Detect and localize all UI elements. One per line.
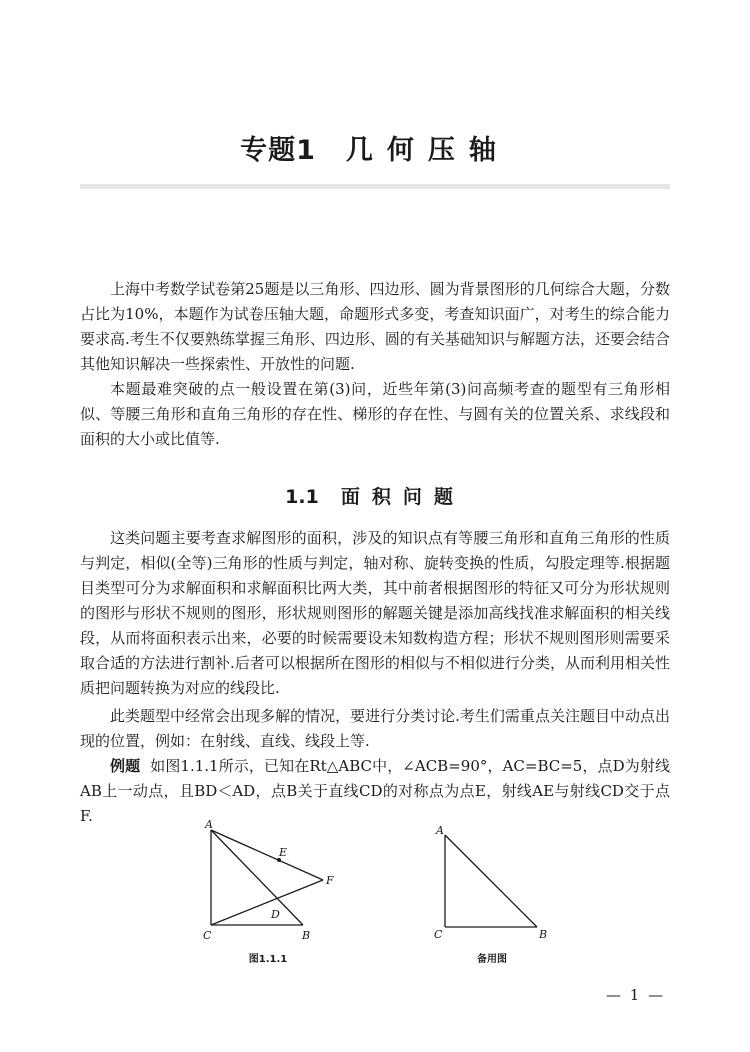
figure-1-caption: 图1.1.1 [248, 954, 288, 965]
label-c: C [434, 928, 443, 941]
spare-figure-diagram [428, 820, 558, 945]
segment-ab [211, 830, 303, 925]
ray-cd [211, 880, 323, 925]
figure-1-1-1-diagram [195, 815, 345, 945]
segment-ab [445, 835, 537, 927]
chapter-name: 几何压轴 [345, 135, 510, 166]
label-a: A [205, 818, 213, 831]
label-d: D [271, 908, 280, 921]
chapter-title [0, 128, 750, 167]
section-number: 1.1 [285, 486, 319, 508]
label-b: B [539, 928, 548, 941]
label-f: F [326, 874, 334, 887]
title-divider [80, 184, 670, 189]
section-name: 面积问题 [340, 486, 465, 508]
label-c: C [203, 929, 212, 942]
ray-ae [211, 830, 323, 880]
page-number: — 1 — [606, 986, 666, 1004]
label-a: A [436, 824, 444, 837]
spare-figure-caption: 备用图 [477, 954, 507, 965]
section-title [0, 482, 750, 509]
intro-paragraph-1: 上海中考数学试卷第25题是以三角形、四边形、圆为背景图形的几何综合大题，分数占比为10%，本题作为试卷压轴大题，命题形式多变，考查知识面广，对考生的综合能力要求高.考生不仅要熟练掌握三角形、四边形、圆的有关基础知识与解题方法，还要会结合其他知识解决一些探索性、开放性的问题. [80, 280, 670, 373]
intro-paragraph-2: 本题最难突破的点一般设置在第(3)问，近些年第(3)问高频考查的题型有三角形相似、等腰三角形和直角三角形的存在性、梯形的存在性、与圆有关的位置关系、求线段和面积的大小或比值等. [80, 380, 670, 448]
section-paragraph-2: 此类题型中经常会出现多解的情况，要进行分类讨论.考生们需重点关注题目中动点出现的位置，例如：在射线、直线、线段上等. [80, 707, 670, 750]
example-text: 如图1.1.1所示，已知在Rt△ABC中，∠ACB=90°，AC=BC=5，点D为射线AB上一动点，且BD＜AD，点B关于直线CD的对称点为点E，射线AE与射线CD交于点F. [80, 757, 670, 825]
label-b: B [302, 929, 311, 942]
example-label: 例题 [110, 757, 141, 775]
example-paragraph [80, 754, 670, 829]
section-paragraph-1: 这类问题主要考查求解图形的面积，涉及的知识点有等腰三角形和直角三角形的性质与判定，相似(全等)三角形的性质与判定，轴对称、旋转变换的性质，勾股定理等.根据题目类型可分为求解面积和求解面积比两大类，其中前者根据图形的特征又可分为形状规则的图形与形状不规则的图形，形状规则图形的解题关键是添加高线找准求解面积的相关线段，从而将面积表示出来，必要的时候需要设未知数构造方程；形状不规则图形则需要采取合适的方法进行割补.后者可以根据所在图形的相似与不相似进行分类，从而利用相关性质把问题转换为对应的线段比. [80, 529, 670, 697]
chapter-number: 专题1 [240, 135, 316, 166]
label-e: E [279, 846, 288, 859]
